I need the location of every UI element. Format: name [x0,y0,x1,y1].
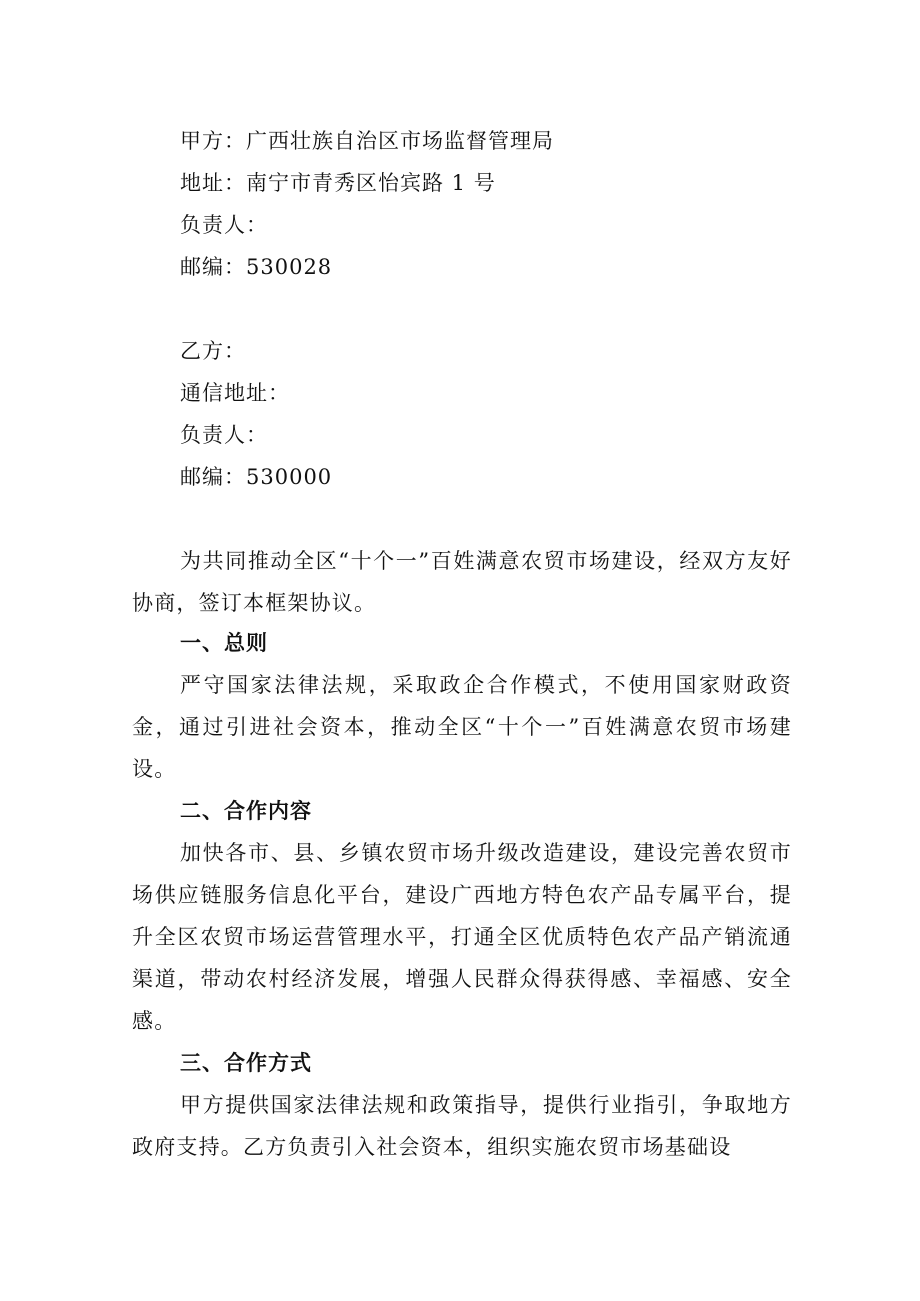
section-heading-general: 一、总则 [180,631,268,655]
party-b-address: 通信地址： [180,381,290,405]
section-body-content: 加快各市、县、乡镇农贸市场升级改造建设，建设完善农贸市场供应链服务信息化平台，建设广西地方特色农产品专属平台，提升全区农贸市场运营管理水平，打通全区优质特色农产品产销流通渠道，带动农村经济发展，增强人民群众得获得感、幸福感、安全感。 [132,841,792,1033]
party-b-person: 负责人： [180,423,268,447]
section-body-method: 甲方提供国家法律法规和政策指导，提供行业指引，争取地方政府支持。乙方负责引入社会资本，组织实施农贸市场基础设 [132,1093,792,1159]
section-body-general: 严守国家法律法规，采取政企合作模式，不使用国家财政资金，通过引进社会资本，推动全区“十个一”百姓满意农贸市场建设。 [132,673,792,781]
preamble-paragraph: 为共同推动全区“十个一”百姓满意农贸市场建设，经双方友好协商，签订本框架协议。 [132,549,792,615]
party-a-name: 甲方：广西壮族自治区市场监督管理局 [180,129,554,153]
section-heading-content: 二、合作内容 [180,799,312,823]
party-a-person: 负责人： [180,213,268,237]
party-b-name: 乙方： [180,339,246,363]
section-heading-method: 三、合作方式 [180,1051,312,1075]
party-b-postcode: 邮编：530000 [180,465,333,489]
party-a-address: 地址：南宁市青秀区怡宾路 1 号 [180,171,496,195]
party-a-postcode: 邮编：530028 [180,255,333,279]
